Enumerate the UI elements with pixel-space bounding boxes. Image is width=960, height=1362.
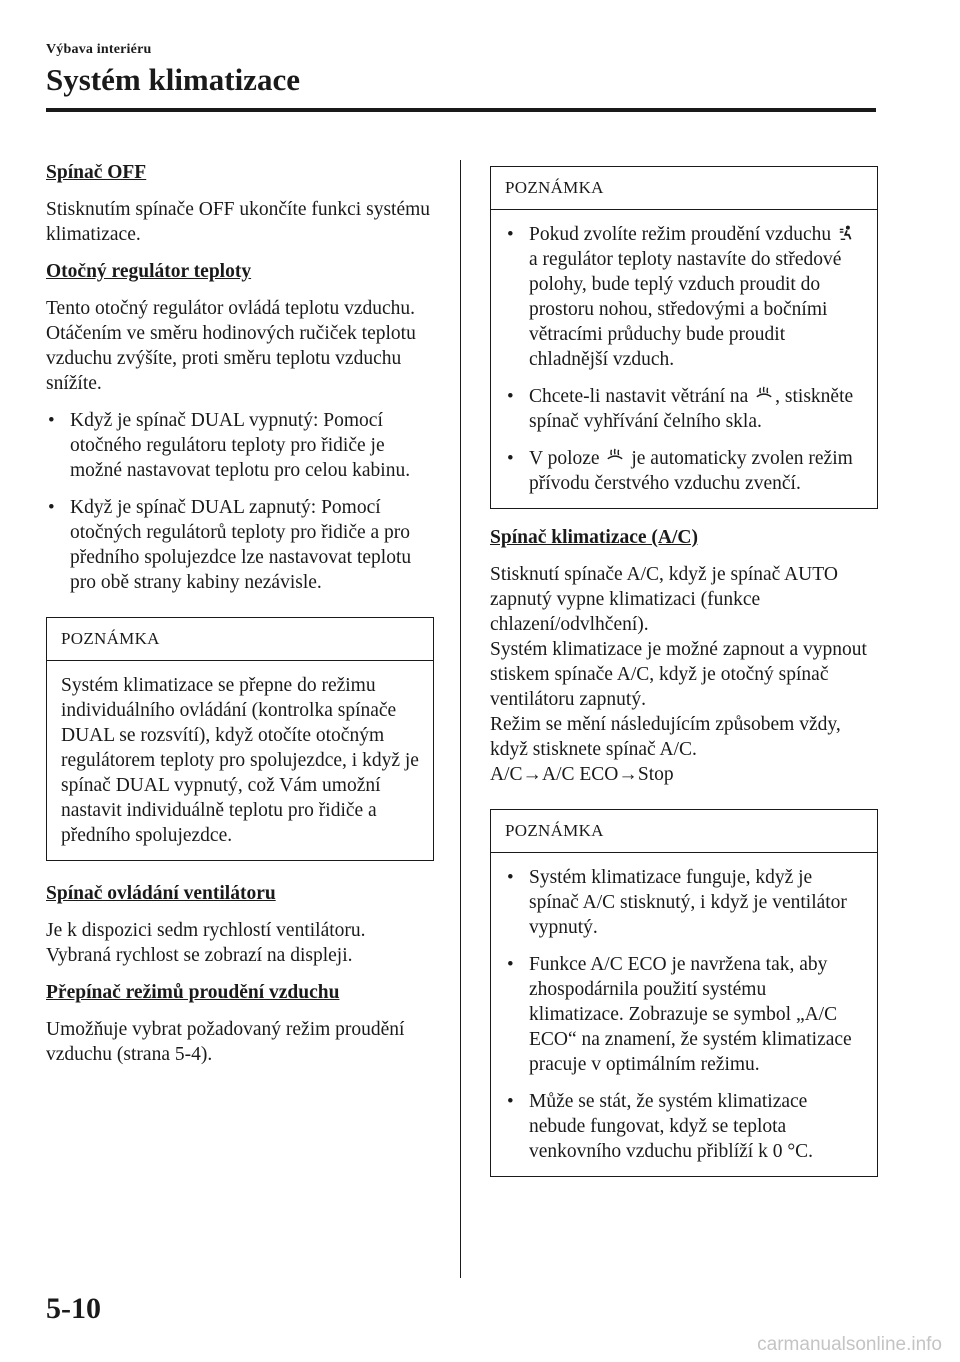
list-item: • Když je spínač DUAL zapnutý: Pomocí otočných regulátorů teploty pro řidiče a pro předního spolujezdce lze nastavovat teplotu pro obě strany kabiny nezávisle. bbox=[46, 495, 434, 595]
note-box-ac bbox=[490, 809, 878, 1177]
column-divider bbox=[460, 160, 461, 1278]
airflow-mode-feet-face-icon bbox=[838, 224, 856, 242]
note-text: a regulátor teploty nastavíte do středové polohy, bude teplý vzduch proudit do prostoru nohou, středovými a bočními větracími průduchy bude proudit chladnější vzduch. bbox=[529, 249, 842, 370]
windshield-defrost-icon bbox=[755, 386, 773, 404]
off-switch-text: Stisknutím spínače OFF ukončíte funkci systému klimatizace. bbox=[46, 199, 431, 245]
note-label: POZNÁMKA bbox=[491, 167, 877, 210]
airflow-mode-heading: Přepínač režimů proudění vzduchu bbox=[46, 982, 340, 1003]
list-item bbox=[505, 222, 863, 372]
windshield-defrost-icon bbox=[606, 448, 624, 466]
note-label: POZNÁMKA bbox=[491, 810, 877, 853]
temp-dial-bullets bbox=[46, 408, 434, 595]
ac-switch-heading: Spínač klimatizace (A/C) bbox=[490, 527, 698, 548]
text-line: Stisknutí spínače A/C, když je spínač AUTO zapnutý vypne klimatizaci (funkce chlazení/odvlhčení). bbox=[490, 564, 838, 635]
page-number: 5-10 bbox=[46, 1292, 101, 1325]
note-text: Pokud zvolíte režim proudění vzduchu bbox=[529, 224, 832, 245]
note-text: Chcete-li nastavit větrání na bbox=[529, 386, 749, 407]
list-item: • Když je spínač DUAL vypnutý: Pomocí otočného regulátoru teploty pro řidiče je možné nastavovat teplotu pro celou kabinu. bbox=[46, 408, 434, 483]
section-label: Výbava interiéru bbox=[46, 42, 152, 57]
text-line: A/C→A/C ECO→Stop bbox=[490, 764, 674, 785]
list-item: • Systém klimatizace funguje, když je spínač A/C stisknutý, i když je ventilátor vypnutý. bbox=[505, 865, 863, 940]
list-item: • Funkce A/C ECO je navržena tak, aby zhospodárnila použití systému klimatizace. Zobrazuje se symbol „A/C ECO“ na znamení, že systém klimatizace pracuje v optimálním režimu. bbox=[505, 952, 863, 1077]
off-switch-heading: Spínač OFF bbox=[46, 162, 147, 183]
left-column bbox=[46, 160, 434, 1079]
header-rule bbox=[46, 108, 876, 112]
text-line: Režim se mění následujícím způsobem vždy, když stisknete spínač A/C. bbox=[490, 714, 841, 760]
text-line: Systém klimatizace je možné zapnout a vypnout stiskem spínače A/C, když je otočný spínač ventilátoru zapnutý. bbox=[490, 639, 867, 710]
list-item bbox=[505, 446, 863, 496]
note-label: POZNÁMKA bbox=[47, 618, 433, 661]
note-text: , stiskněte spínač vyhřívání čelního skla. bbox=[529, 386, 854, 432]
temp-dial-heading: Otočný regulátor teploty bbox=[46, 261, 252, 282]
fan-switch-text: Je k dispozici sedm rychlostí ventilátoru. Vybraná rychlost se zobrazí na displeji. bbox=[46, 920, 366, 966]
note-text: je automaticky zvolen režim přívodu čerstvého vzduchu zvenčí. bbox=[529, 448, 853, 494]
ac-switch-text bbox=[490, 562, 878, 787]
watermark: carmanualsonline.info bbox=[757, 1334, 942, 1355]
list-item bbox=[505, 384, 863, 434]
note-box-airflow bbox=[490, 166, 878, 509]
note-box-dual bbox=[46, 617, 434, 861]
airflow-mode-text: Umožňuje vybrat požadovaný režim proudění vzduchu (strana 5-4). bbox=[46, 1019, 405, 1065]
note-text: Systém klimatizace se přepne do režimu individuálního ovládání (kontrolka spínače DUAL se rozsvítí), když otočíte otočným regulátorem teploty pro spolujezdce, i když je spínač DUAL vypnutý, což Vám umožní nastavit individuálně teplotu pro řidiče a předního spolujezdce. bbox=[61, 675, 419, 846]
temp-dial-text: Tento otočný regulátor ovládá teplotu vzduchu. Otáčením ve směru hodinových ručiček teplotu vzduchu zvýšíte, proti směru teplotu vzduchu snížíte. bbox=[46, 298, 416, 394]
note-text: V poloze bbox=[529, 448, 600, 469]
page-title: Systém klimatizace bbox=[46, 62, 300, 97]
fan-switch-heading: Spínač ovládání ventilátoru bbox=[46, 883, 276, 904]
right-column bbox=[490, 166, 878, 1197]
list-item: • Může se stát, že systém klimatizace nebude fungovat, když se teplota venkovního vzduchu přiblíží k 0 °C. bbox=[505, 1089, 863, 1164]
